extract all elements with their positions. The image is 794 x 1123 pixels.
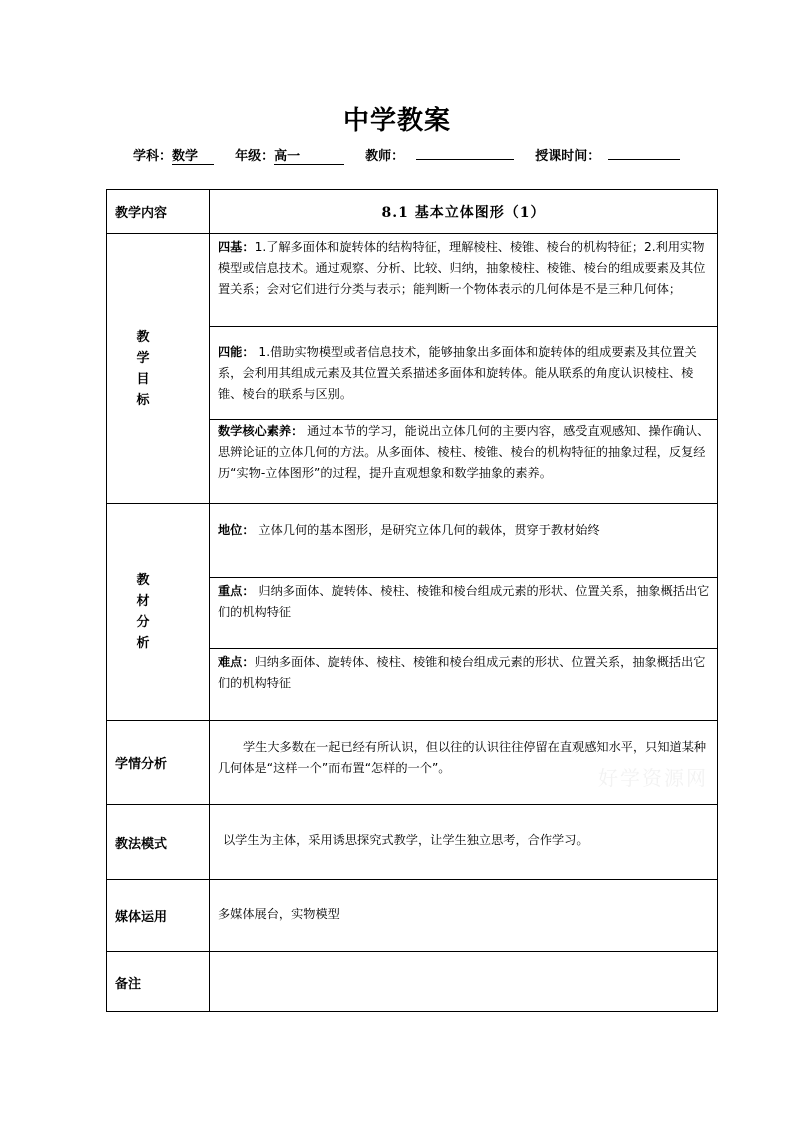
method-text: 以学生为主体，采用诱思探究式教学，让学生独立思考，合作学习。 xyxy=(223,833,589,847)
content-label: 教学内容 xyxy=(115,206,168,221)
analysis-position: 地位： 立体几何的基本图形，是研究立体几何的载体，贯穿于教材始终 xyxy=(218,523,600,537)
subject-label: 学科： xyxy=(133,149,173,164)
teacher-value xyxy=(416,159,514,160)
method-label-cell xyxy=(107,805,209,879)
notes-label: 备注 xyxy=(115,976,142,992)
content-label-cell xyxy=(107,190,209,233)
grade-label: 年级： xyxy=(235,149,275,164)
media-label: 媒体运用 xyxy=(115,910,168,925)
learner-analysis-text: 学生大多数在一起已经有所认识，但以往的认识往往停留在直观感知水平，只知道某种几何体是“这样一个”而布置“怎样的一个”。 xyxy=(218,740,707,775)
time-value xyxy=(608,159,680,160)
time-label: 授课时间： xyxy=(535,149,601,164)
method-label: 教法模式 xyxy=(115,836,168,852)
media-text: 多媒体展台，实物模型 xyxy=(218,907,340,921)
objectives-label-cell xyxy=(107,234,209,503)
objective-four-basics: 四基：1.了解多面体和旋转体的结构特征，理解棱柱、棱锥、棱台的机构特征；2.利用实物模型或信息技术。通过观察、分析、比较、归纳，抽象棱柱、棱锥、棱台的组成要素及其位置关系；会对它们进行分类与表示；能判断一个物体表示的几何体是不是三种几何体； xyxy=(218,240,706,296)
grade-value: 高一 xyxy=(274,150,344,165)
objectives-label: 教 学 目 标 xyxy=(136,329,150,408)
learner-label-cell xyxy=(107,721,209,804)
lesson-plan-table xyxy=(106,189,718,1012)
watermark: 好学资源网 xyxy=(598,766,708,790)
learner-label: 学情分析 xyxy=(115,757,168,772)
lesson-meta xyxy=(133,145,680,165)
analysis-difficult-points: 难点：归纳多面体、旋转体、棱柱、棱锥和棱台组成元素的形状、位置关系，抽象概括出它们的机构特征 xyxy=(218,655,706,690)
analysis-label-cell xyxy=(107,504,209,720)
subject-value: 数学 xyxy=(172,150,214,165)
objective-four-abilities: 四能： 1.借助实物模型或者信息技术，能够抽象出多面体和旋转体的组成要素及其位置关系，会利用其组成元素及其位置关系描述多面体和旋转体。能从联系的角度认识棱柱、棱锥、棱台的联系与区别。 xyxy=(218,345,697,401)
analysis-key-points: 重点： 归纳多面体、旋转体、棱柱、棱锥和棱台组成元素的形状、位置关系，抽象概括出它们的机构特征 xyxy=(218,584,710,619)
media-label-cell xyxy=(107,880,209,951)
lesson-topic: 8.1 基本立体图形（1） xyxy=(381,204,546,221)
notes-label-cell xyxy=(107,952,209,1012)
notes-text xyxy=(210,952,717,1012)
page-title: 中学教案 xyxy=(342,106,451,136)
objective-core-literacy: 数学核心素养： 通过本节的学习，能说出立体几何的主要内容，感受直观感知、操作确认、思辨论证的立体几何的方法。从多面体、棱柱、棱锥、棱台的机构特征的抽象过程，反复经历“实物-立体图形”的过程，提升直观想象和数学抽象的素养。 xyxy=(218,424,710,480)
teacher-label: 教师： xyxy=(365,149,405,164)
analysis-label: 教 材 分 析 xyxy=(136,573,150,651)
